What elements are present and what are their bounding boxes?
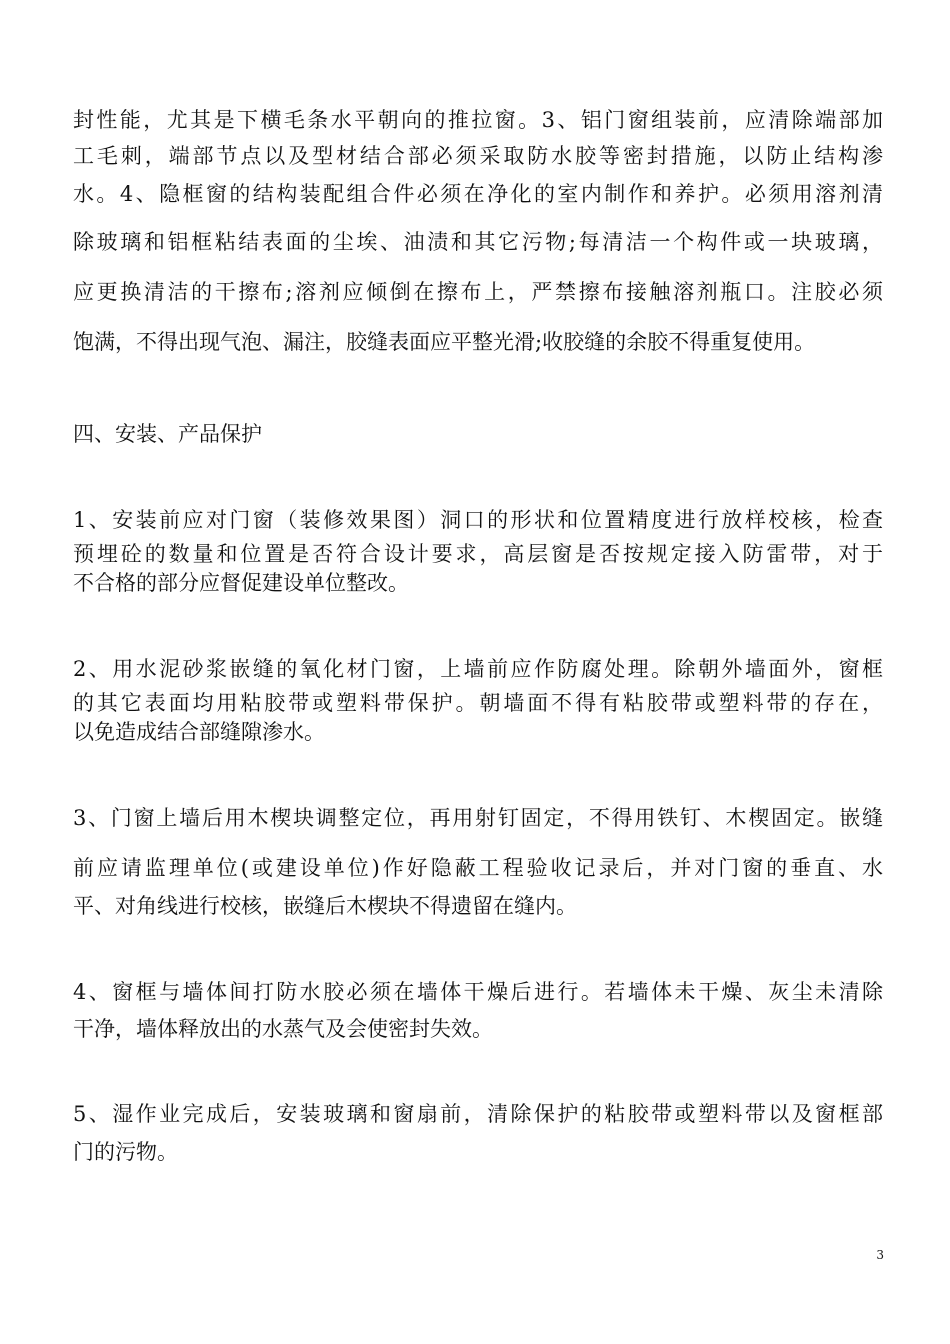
page-number: 3 [876, 1248, 884, 1262]
item-5-line-1: 5、湿作业完成后，安装玻璃和窗扇前，清除保护的粘胶带或塑料带以及窗框部 [73, 1102, 883, 1126]
item-3-line-3: 平、对角线进行校核，嵌缝后木楔块不得遗留在缝内。 [73, 894, 577, 918]
section-heading: 四、安装、产品保护 [73, 422, 262, 446]
item-2-line-3: 以免造成结合部缝隙渗水。 [73, 720, 325, 744]
item-4-line-2: 干净，墙体释放出的水蒸气及会使密封失效。 [73, 1017, 493, 1041]
paragraph-1-line-3: 水。4、隐框窗的结构装配组合件必须在净化的室内制作和养护。必须用溶剂清 [73, 182, 883, 206]
paragraph-1-line-1: 封性能，尤其是下横毛条水平朝向的推拉窗。3、铝门窗组装前，应清除端部加 [73, 108, 883, 132]
item-2-line-1: 2、用水泥砂浆嵌缝的氧化材门窗，上墙前应作防腐处理。除朝外墙面外，窗框 [73, 657, 883, 681]
item-4-line-1: 4、窗框与墙体间打防水胶必须在墙体干燥后进行。若墙体未干燥、灰尘未清除 [73, 980, 883, 1004]
item-3-line-1: 3、门窗上墙后用木楔块调整定位，再用射钉固定，不得用铁钉、木楔固定。嵌缝 [73, 806, 883, 830]
paragraph-1-line-5: 应更换清洁的干擦布;溶剂应倾倒在擦布上，严禁擦布接触溶剂瓶口。注胶必须 [73, 280, 883, 304]
item-2-line-2: 的其它表面均用粘胶带或塑料带保护。朝墙面不得有粘胶带或塑料带的存在， [73, 691, 883, 715]
paragraph-1-line-2: 工毛刺，端部节点以及型材结合部必须采取防水胶等密封措施，以防止结构渗 [73, 144, 883, 168]
item-1-line-1: 1、安装前应对门窗（装修效果图）洞口的形状和位置精度进行放样校核，检查 [73, 508, 883, 532]
paragraph-1-line-4: 除玻璃和铝框粘结表面的尘埃、油渍和其它污物;每清洁一个构件或一块玻璃， [73, 230, 883, 254]
item-1-line-2: 预埋砼的数量和位置是否符合设计要求，高层窗是否按规定接入防雷带，对于 [73, 542, 883, 566]
item-5-line-2: 门的污物。 [73, 1140, 178, 1164]
item-3-line-2: 前应请监理单位(或建设单位)作好隐蔽工程验收记录后，并对门窗的垂直、水 [73, 856, 883, 880]
item-1-line-3: 不合格的部分应督促建设单位整改。 [73, 571, 409, 595]
paragraph-1-line-6: 饱满，不得出现气泡、漏注，胶缝表面应平整光滑;收胶缝的余胶不得重复使用。 [73, 330, 816, 354]
